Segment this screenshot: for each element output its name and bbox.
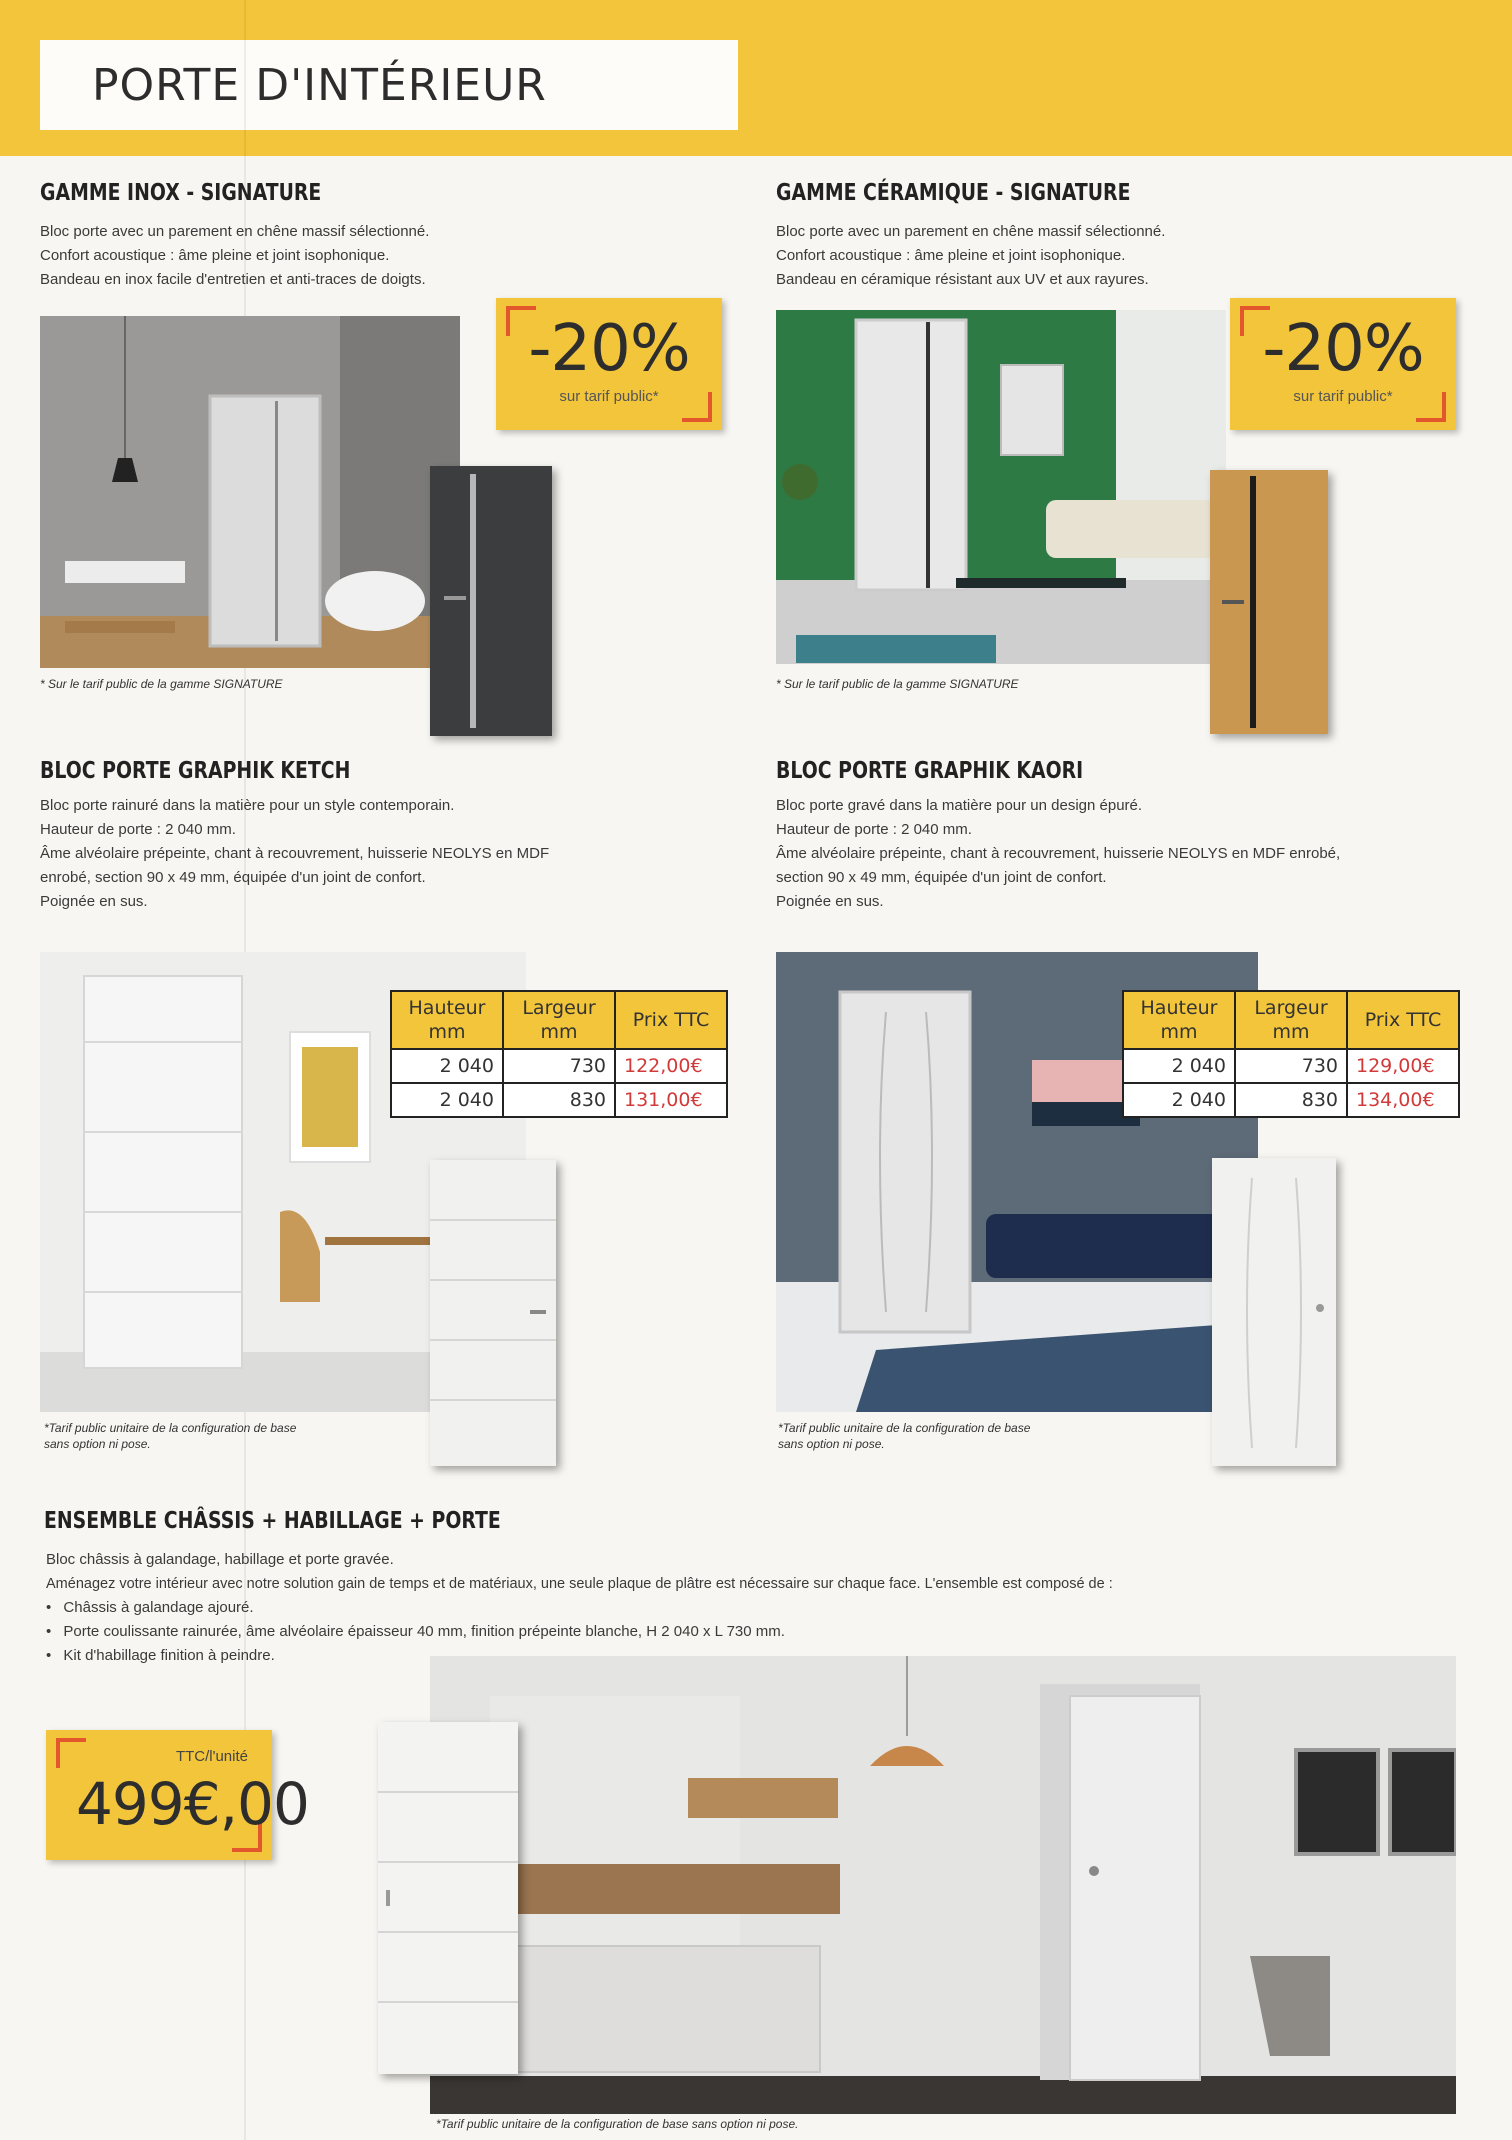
cell-prix: 134,00€ <box>1347 1083 1459 1117</box>
cell-prix: 131,00€ <box>615 1083 727 1117</box>
kaori-door-sample <box>1212 1158 1336 1466</box>
note-line: sans option ni pose. <box>44 1437 151 1451</box>
title-box <box>40 40 738 130</box>
plant-icon <box>782 464 818 500</box>
ketch-note <box>44 1420 296 1452</box>
kaori-description <box>776 794 1340 914</box>
living-room-photo <box>776 310 1226 664</box>
ketch-line: Poignée en sus. <box>40 893 148 910</box>
cell-largeur: 730 <box>1235 1049 1347 1083</box>
kaori-note <box>778 1420 1030 1452</box>
kaori-title: BLOC PORTE GRAPHIK KAORI <box>776 758 1084 784</box>
list-item: • Kit d'habillage finition à peindre. <box>46 1644 785 1668</box>
note-line: sans option ni pose. <box>778 1437 885 1451</box>
inox-note: * Sur le tarif public de la gamme SIGNATURE <box>40 677 283 691</box>
discount-value: -20% <box>528 312 690 386</box>
discount-value: -20% <box>1262 312 1424 386</box>
cell-largeur: 730 <box>503 1049 615 1083</box>
inox-line: Bloc porte avec un parement en chêne massif sélectionné. <box>40 223 430 240</box>
list-item: • Porte coulissante rainurée, âme alvéolaire épaisseur 40 mm, finition prépeinte blanche, H 2 040 x L 730 mm. <box>46 1620 785 1644</box>
cell-prix: 122,00€ <box>615 1049 727 1083</box>
note-line: *Tarif public unitaire de la configuration de base <box>44 1421 297 1435</box>
table-row <box>391 1049 727 1083</box>
cell-hauteur: 2 040 <box>1123 1083 1235 1117</box>
ensemble-description <box>46 1548 1113 1596</box>
table-row <box>1123 1083 1459 1117</box>
wall-frame <box>1296 1750 1378 1854</box>
kaori-line: Hauteur de porte : 2 040 mm. <box>776 821 972 838</box>
cell-largeur: 830 <box>1235 1083 1347 1117</box>
kaori-line: Âme alvéolaire prépeinte, chant à recouvrement, huisserie NEOLYS en MDF enrobé, <box>776 845 1341 862</box>
col-header-hauteur: Hauteur mm <box>391 991 503 1049</box>
cell-largeur: 830 <box>503 1083 615 1117</box>
ensemble-line: Aménagez votre intérieur avec notre solution gain de temps et de matériaux, une seule plaque de plâtre est nécessaire sur chaque face. L'ensemble est composé de : <box>46 1576 1113 1592</box>
ketch-line: enrobé, section 90 x 49 mm, équipée d'un joint de confort. <box>40 869 426 886</box>
door-icon <box>210 396 320 646</box>
ensemble-note: *Tarif public unitaire de la configuration de base sans option ni pose. <box>436 2117 799 2131</box>
inox-description <box>40 220 429 292</box>
ceramique-title: GAMME CÉRAMIQUE - SIGNATURE <box>776 180 1131 206</box>
discount-label: sur tarif public* <box>1293 388 1393 405</box>
discount-label: sur tarif public* <box>559 388 659 405</box>
sliding-door-icon <box>1070 1696 1200 2080</box>
col-header-prix: Prix TTC <box>615 991 727 1049</box>
bathtub-icon <box>325 571 425 631</box>
ketch-price-table <box>390 990 728 1118</box>
col-header-largeur: Largeur mm <box>1235 991 1347 1049</box>
ceramique-line: Bandeau en céramique résistant aux UV et aux rayures. <box>776 271 1149 288</box>
wall-art <box>1001 365 1063 455</box>
kaori-line: Bloc porte gravé dans la matière pour un design épuré. <box>776 797 1143 814</box>
ceramique-note: * Sur le tarif public de la gamme SIGNATURE <box>776 677 1019 691</box>
col-header-hauteur: Hauteur mm <box>1123 991 1235 1049</box>
ceramique-line: Bloc porte avec un parement en chêne massif sélectionné. <box>776 223 1166 240</box>
cell-hauteur: 2 040 <box>391 1049 503 1083</box>
inox-line: Confort acoustique : âme pleine et joint isophonique. <box>40 247 390 264</box>
inox-door-sample <box>430 466 552 736</box>
page-title: PORTE D'INTÉRIEUR <box>92 59 547 111</box>
ketch-line: Âme alvéolaire prépeinte, chant à recouvrement, huisserie NEOLYS en MDF <box>40 845 550 862</box>
ceramique-description <box>776 220 1165 292</box>
ketch-description <box>40 794 549 914</box>
col-header-largeur: Largeur mm <box>503 991 615 1049</box>
ketch-line: Hauteur de porte : 2 040 mm. <box>40 821 236 838</box>
sofa-icon <box>1046 500 1216 558</box>
ensemble-door-sample <box>378 1722 518 2074</box>
ketch-line: Bloc porte rainuré dans la matière pour un style contemporain. <box>40 797 455 814</box>
cell-prix: 129,00€ <box>1347 1049 1459 1083</box>
ketch-door-sample <box>430 1160 556 1466</box>
shelf-icon <box>688 1778 838 1818</box>
bathroom-photo <box>40 316 460 668</box>
table-row <box>1123 1049 1459 1083</box>
table-row <box>391 1083 727 1117</box>
inox-title: GAMME INOX - SIGNATURE <box>40 180 322 206</box>
door-icon <box>840 992 970 1332</box>
ketch-title: BLOC PORTE GRAPHIK KETCH <box>40 758 351 784</box>
door-icon <box>84 976 242 1368</box>
door-icon <box>856 320 966 590</box>
inox-discount-badge <box>496 298 722 430</box>
note-line: *Tarif public unitaire de la configuration de base <box>778 1421 1031 1435</box>
ceramique-discount-badge <box>1230 298 1456 430</box>
price-unit-label: TTC/l'unité <box>175 1748 248 1765</box>
kaori-line: section 90 x 49 mm, équipée d'un joint de confort. <box>776 869 1107 886</box>
list-item: • Châssis à galandage ajouré. <box>46 1596 785 1620</box>
ensemble-price-box <box>46 1730 309 1860</box>
ceramique-door-sample <box>1210 470 1328 734</box>
ensemble-line: Bloc châssis à galandage, habillage et porte gravée. <box>46 1551 394 1568</box>
cell-hauteur: 2 040 <box>1123 1049 1235 1083</box>
cell-hauteur: 2 040 <box>391 1083 503 1117</box>
wall-frame <box>1390 1750 1456 1854</box>
kaori-line: Poignée en sus. <box>776 893 884 910</box>
ceramique-line: Confort acoustique : âme pleine et joint isophonique. <box>776 247 1126 264</box>
col-header-prix: Prix TTC <box>1347 991 1459 1049</box>
kitchen-cabinets <box>490 1946 820 2072</box>
kitchen-photo <box>430 1656 1456 2114</box>
inox-line: Bandeau en inox facile d'entretien et anti-traces de doigts. <box>40 271 426 288</box>
kaori-price-table <box>1122 990 1460 1118</box>
ensemble-title: ENSEMBLE CHÂSSIS + HABILLAGE + PORTE <box>44 1508 501 1534</box>
price-value: 499€,00 <box>76 1770 309 1838</box>
